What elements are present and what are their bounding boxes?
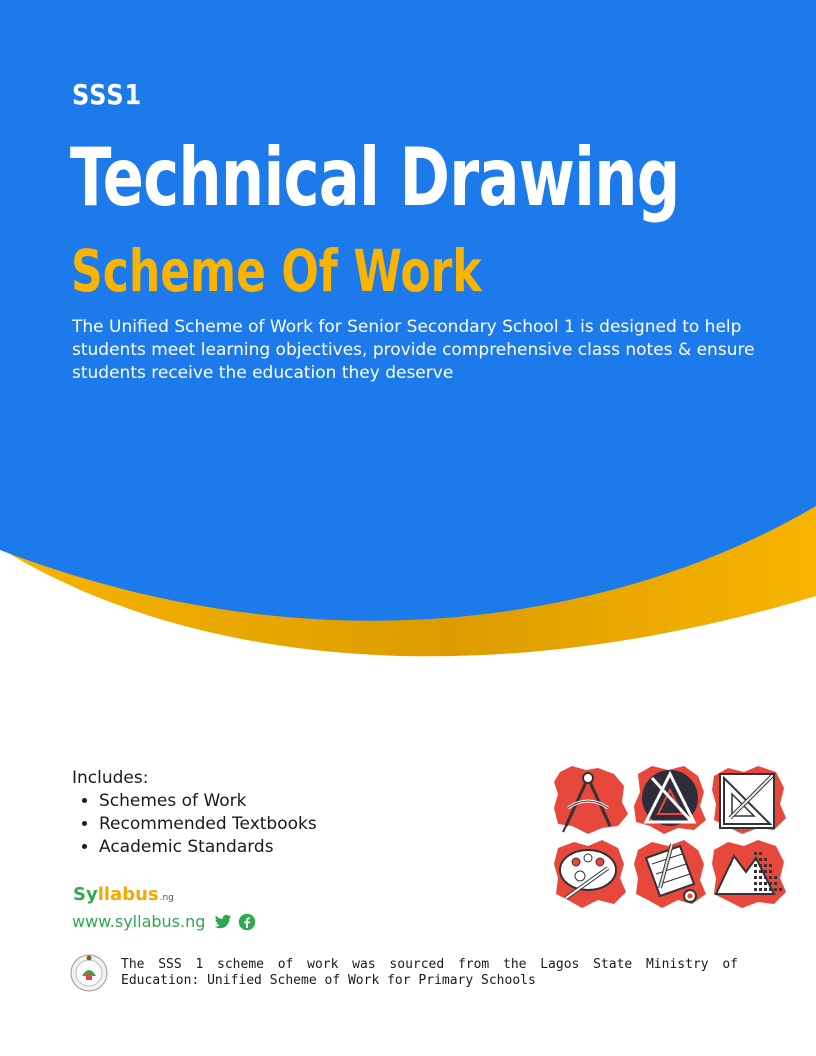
subject-icon-grid [552, 764, 788, 908]
includes-list [72, 790, 317, 859]
logo-text-tld: .ng [159, 893, 174, 903]
website-link[interactable]: www.syllabus.ng [72, 912, 206, 931]
list-item: • Recommended Textbooks [99, 813, 317, 836]
drafting-compass-icon [554, 766, 628, 834]
list-item: • Schemes of Work [99, 790, 317, 813]
paint-palette-icon [554, 840, 626, 908]
includes-section [72, 767, 317, 859]
syllabus-logo[interactable] [73, 884, 174, 905]
grade-label: SSS1 [72, 78, 143, 111]
logo-text-mid: llabus [97, 884, 159, 905]
social-links [214, 913, 256, 931]
sketchbook-pencil-icon [634, 840, 706, 908]
set-square-circle-icon [634, 766, 706, 834]
page-subtitle: Scheme Of Work [71, 237, 482, 305]
mountain-grid-icon [712, 840, 786, 908]
cover-description: The Unified Scheme of Work for Senior Secondary School 1 is designed to help students meet learning objectives, provide comprehensive class notes & ensure students receive the education they deserve [72, 317, 755, 383]
logo-text-left: Sy [73, 884, 98, 905]
page-title: Technical Drawing [70, 131, 680, 224]
ministry-seal-icon [70, 954, 108, 992]
includes-heading: Includes: [72, 768, 149, 788]
source-note: The SSS 1 scheme of work was sourced from the Lagos State Ministry of Education: Unified Scheme of Work for Primary Schools [121, 957, 738, 988]
twitter-icon[interactable] [214, 913, 232, 931]
triangle-ruler-icon [712, 766, 786, 834]
facebook-icon[interactable] [238, 913, 256, 931]
list-item: • Academic Standards [99, 836, 317, 859]
